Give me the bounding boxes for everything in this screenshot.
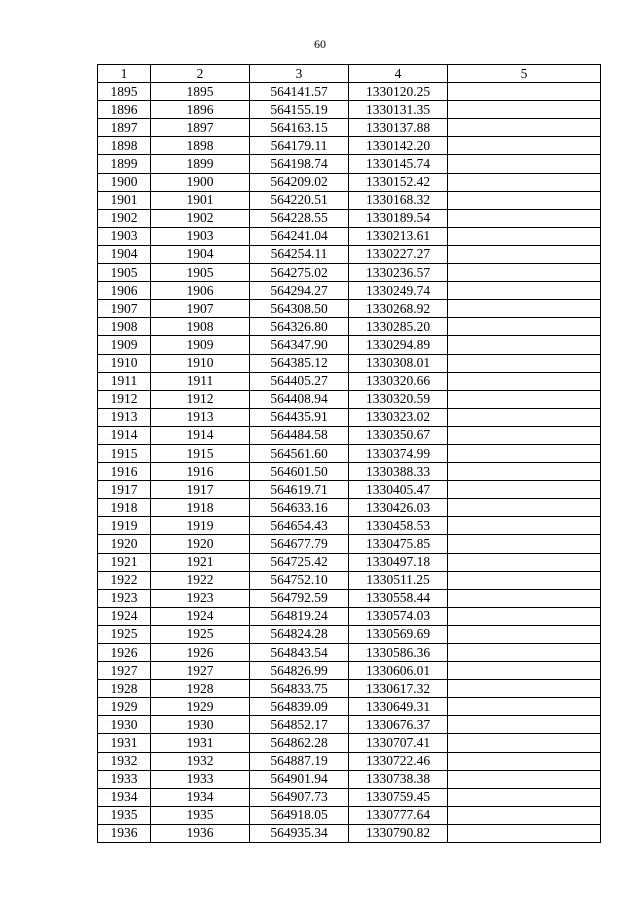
cell-point-number: 1898 xyxy=(98,137,151,155)
cell-point-number: 1915 xyxy=(98,444,151,462)
cell-point-number: 1928 xyxy=(98,680,151,698)
cell-point-label: 1912 xyxy=(151,390,250,408)
cell-coordinate-x: 564918.05 xyxy=(250,806,349,824)
cell-note xyxy=(448,517,601,535)
cell-coordinate-x: 564852.17 xyxy=(250,716,349,734)
cell-point-label: 1896 xyxy=(151,101,250,119)
cell-coordinate-y: 1330285.20 xyxy=(349,318,448,336)
cell-coordinate-x: 564725.42 xyxy=(250,553,349,571)
cell-coordinate-y: 1330574.03 xyxy=(349,607,448,625)
cell-coordinate-y: 1330168.32 xyxy=(349,191,448,209)
cell-note xyxy=(448,589,601,607)
cell-coordinate-y: 1330497.18 xyxy=(349,553,448,571)
cell-point-number: 1902 xyxy=(98,209,151,227)
cell-coordinate-x: 564824.28 xyxy=(250,625,349,643)
cell-point-label: 1920 xyxy=(151,535,250,553)
cell-note xyxy=(448,553,601,571)
table-row xyxy=(98,390,601,408)
cell-coordinate-y: 1330137.88 xyxy=(349,119,448,137)
cell-point-number: 1903 xyxy=(98,227,151,245)
cell-coordinate-y: 1330558.44 xyxy=(349,589,448,607)
table-row xyxy=(98,227,601,245)
table-row xyxy=(98,354,601,372)
cell-coordinate-y: 1330676.37 xyxy=(349,716,448,734)
cell-coordinate-x: 564385.12 xyxy=(250,354,349,372)
cell-point-number: 1929 xyxy=(98,698,151,716)
cell-coordinate-x: 564601.50 xyxy=(250,463,349,481)
cell-point-number: 1935 xyxy=(98,806,151,824)
cell-point-label: 1917 xyxy=(151,481,250,499)
table-row xyxy=(98,535,601,553)
cell-point-number: 1899 xyxy=(98,155,151,173)
table-row xyxy=(98,282,601,300)
cell-note xyxy=(448,499,601,517)
table-row xyxy=(98,607,601,625)
cell-point-number: 1934 xyxy=(98,788,151,806)
cell-note xyxy=(448,372,601,390)
cell-coordinate-y: 1330227.27 xyxy=(349,245,448,263)
cell-point-number: 1931 xyxy=(98,734,151,752)
table-row xyxy=(98,680,601,698)
cell-coordinate-x: 564484.58 xyxy=(250,426,349,444)
cell-note xyxy=(448,408,601,426)
cell-point-number: 1930 xyxy=(98,716,151,734)
cell-point-label: 1914 xyxy=(151,426,250,444)
cell-coordinate-y: 1330323.02 xyxy=(349,408,448,426)
cell-coordinate-y: 1330606.01 xyxy=(349,662,448,680)
cell-coordinate-y: 1330759.45 xyxy=(349,788,448,806)
cell-point-number: 1910 xyxy=(98,354,151,372)
table-row xyxy=(98,481,601,499)
cell-point-label: 1897 xyxy=(151,119,250,137)
cell-point-label: 1936 xyxy=(151,824,250,842)
table-row xyxy=(98,625,601,643)
table-row xyxy=(98,444,601,462)
cell-point-label: 1935 xyxy=(151,806,250,824)
cell-point-label: 1905 xyxy=(151,264,250,282)
cell-point-number: 1913 xyxy=(98,408,151,426)
cell-note xyxy=(448,806,601,824)
table-row xyxy=(98,716,601,734)
cell-note xyxy=(448,644,601,662)
cell-coordinate-y: 1330722.46 xyxy=(349,752,448,770)
cell-coordinate-x: 564308.50 xyxy=(250,300,349,318)
cell-point-number: 1908 xyxy=(98,318,151,336)
cell-coordinate-y: 1330152.42 xyxy=(349,173,448,191)
cell-note xyxy=(448,336,601,354)
table-row xyxy=(98,806,601,824)
cell-coordinate-x: 564561.60 xyxy=(250,444,349,462)
cell-coordinate-x: 564141.57 xyxy=(250,83,349,101)
table-row xyxy=(98,752,601,770)
cell-point-label: 1904 xyxy=(151,245,250,263)
cell-coordinate-x: 564752.10 xyxy=(250,571,349,589)
cell-note xyxy=(448,571,601,589)
cell-point-number: 1933 xyxy=(98,770,151,788)
cell-coordinate-y: 1330142.20 xyxy=(349,137,448,155)
table-header xyxy=(98,65,601,83)
cell-note xyxy=(448,173,601,191)
table-row xyxy=(98,209,601,227)
cell-point-label: 1919 xyxy=(151,517,250,535)
cell-point-number: 1897 xyxy=(98,119,151,137)
cell-point-label: 1921 xyxy=(151,553,250,571)
cell-coordinate-y: 1330707.41 xyxy=(349,734,448,752)
cell-point-label: 1927 xyxy=(151,662,250,680)
cell-coordinate-x: 564887.19 xyxy=(250,752,349,770)
cell-point-number: 1911 xyxy=(98,372,151,390)
cell-coordinate-y: 1330475.85 xyxy=(349,535,448,553)
cell-coordinate-y: 1330145.74 xyxy=(349,155,448,173)
cell-coordinate-x: 564833.75 xyxy=(250,680,349,698)
cell-point-label: 1928 xyxy=(151,680,250,698)
cell-note xyxy=(448,83,601,101)
cell-coordinate-y: 1330320.66 xyxy=(349,372,448,390)
cell-point-number: 1920 xyxy=(98,535,151,553)
column-header-2: 2 xyxy=(151,65,250,83)
cell-point-number: 1900 xyxy=(98,173,151,191)
cell-point-label: 1916 xyxy=(151,463,250,481)
cell-coordinate-y: 1330388.33 xyxy=(349,463,448,481)
table-row xyxy=(98,137,601,155)
cell-point-number: 1922 xyxy=(98,571,151,589)
cell-coordinate-y: 1330120.25 xyxy=(349,83,448,101)
cell-coordinate-y: 1330777.64 xyxy=(349,806,448,824)
cell-point-label: 1910 xyxy=(151,354,250,372)
cell-coordinate-y: 1330649.31 xyxy=(349,698,448,716)
cell-point-number: 1905 xyxy=(98,264,151,282)
cell-point-label: 1925 xyxy=(151,625,250,643)
cell-coordinate-x: 564633.16 xyxy=(250,499,349,517)
cell-point-number: 1921 xyxy=(98,553,151,571)
cell-point-number: 1925 xyxy=(98,625,151,643)
cell-coordinate-y: 1330738.38 xyxy=(349,770,448,788)
cell-coordinate-y: 1330249.74 xyxy=(349,282,448,300)
cell-coordinate-y: 1330617.32 xyxy=(349,680,448,698)
cell-coordinate-x: 564179.11 xyxy=(250,137,349,155)
cell-note xyxy=(448,426,601,444)
table-row xyxy=(98,770,601,788)
cell-coordinate-x: 564326.80 xyxy=(250,318,349,336)
table-body xyxy=(98,83,601,843)
cell-coordinate-x: 564907.73 xyxy=(250,788,349,806)
cell-point-label: 1898 xyxy=(151,137,250,155)
cell-note xyxy=(448,607,601,625)
cell-coordinate-x: 564935.34 xyxy=(250,824,349,842)
cell-coordinate-x: 564619.71 xyxy=(250,481,349,499)
cell-point-number: 1906 xyxy=(98,282,151,300)
cell-point-label: 1929 xyxy=(151,698,250,716)
cell-point-number: 1895 xyxy=(98,83,151,101)
table-row xyxy=(98,571,601,589)
cell-point-number: 1927 xyxy=(98,662,151,680)
cell-coordinate-x: 564408.94 xyxy=(250,390,349,408)
cell-point-label: 1934 xyxy=(151,788,250,806)
cell-coordinate-x: 564843.54 xyxy=(250,644,349,662)
cell-coordinate-y: 1330189.54 xyxy=(349,209,448,227)
cell-point-number: 1904 xyxy=(98,245,151,263)
cell-point-label: 1915 xyxy=(151,444,250,462)
cell-point-number: 1932 xyxy=(98,752,151,770)
table-row xyxy=(98,173,601,191)
cell-note xyxy=(448,535,601,553)
cell-note xyxy=(448,390,601,408)
cell-note xyxy=(448,824,601,842)
cell-note xyxy=(448,300,601,318)
cell-point-label: 1911 xyxy=(151,372,250,390)
cell-coordinate-y: 1330308.01 xyxy=(349,354,448,372)
cell-coordinate-x: 564228.55 xyxy=(250,209,349,227)
cell-coordinate-x: 564677.79 xyxy=(250,535,349,553)
table-row xyxy=(98,101,601,119)
table-row xyxy=(98,553,601,571)
cell-coordinate-y: 1330294.89 xyxy=(349,336,448,354)
cell-coordinate-x: 564792.59 xyxy=(250,589,349,607)
cell-point-number: 1907 xyxy=(98,300,151,318)
cell-point-label: 1922 xyxy=(151,571,250,589)
cell-point-label: 1906 xyxy=(151,282,250,300)
cell-coordinate-y: 1330236.57 xyxy=(349,264,448,282)
cell-point-label: 1924 xyxy=(151,607,250,625)
cell-point-label: 1913 xyxy=(151,408,250,426)
table-row xyxy=(98,83,601,101)
cell-coordinate-x: 564241.04 xyxy=(250,227,349,245)
cell-point-label: 1899 xyxy=(151,155,250,173)
cell-note xyxy=(448,788,601,806)
cell-point-number: 1923 xyxy=(98,589,151,607)
cell-coordinate-y: 1330426.03 xyxy=(349,499,448,517)
cell-coordinate-x: 564347.90 xyxy=(250,336,349,354)
cell-note xyxy=(448,354,601,372)
cell-point-label: 1918 xyxy=(151,499,250,517)
cell-coordinate-y: 1330458.53 xyxy=(349,517,448,535)
cell-note xyxy=(448,227,601,245)
cell-point-label: 1901 xyxy=(151,191,250,209)
cell-coordinate-x: 564254.11 xyxy=(250,245,349,263)
cell-coordinate-x: 564826.99 xyxy=(250,662,349,680)
cell-note xyxy=(448,662,601,680)
cell-coordinate-y: 1330374.99 xyxy=(349,444,448,462)
cell-coordinate-x: 564405.27 xyxy=(250,372,349,390)
cell-point-label: 1908 xyxy=(151,318,250,336)
cell-coordinate-x: 564901.94 xyxy=(250,770,349,788)
cell-note xyxy=(448,155,601,173)
cell-coordinate-y: 1330405.47 xyxy=(349,481,448,499)
cell-note xyxy=(448,770,601,788)
table-row xyxy=(98,408,601,426)
table-row xyxy=(98,426,601,444)
column-header-4: 4 xyxy=(349,65,448,83)
cell-point-label: 1895 xyxy=(151,83,250,101)
cell-coordinate-y: 1330213.61 xyxy=(349,227,448,245)
cell-point-number: 1924 xyxy=(98,607,151,625)
cell-coordinate-y: 1330268.92 xyxy=(349,300,448,318)
header-row xyxy=(98,65,601,83)
table-row xyxy=(98,191,601,209)
cell-point-label: 1931 xyxy=(151,734,250,752)
cell-point-label: 1926 xyxy=(151,644,250,662)
table-row xyxy=(98,119,601,137)
cell-point-label: 1900 xyxy=(151,173,250,191)
cell-point-number: 1912 xyxy=(98,390,151,408)
cell-point-label: 1902 xyxy=(151,209,250,227)
column-header-3: 3 xyxy=(250,65,349,83)
cell-coordinate-x: 564819.24 xyxy=(250,607,349,625)
cell-coordinate-y: 1330320.59 xyxy=(349,390,448,408)
table-row xyxy=(98,644,601,662)
column-header-5: 5 xyxy=(448,65,601,83)
table-row xyxy=(98,300,601,318)
cell-point-number: 1901 xyxy=(98,191,151,209)
cell-coordinate-x: 564209.02 xyxy=(250,173,349,191)
cell-coordinate-x: 564294.27 xyxy=(250,282,349,300)
cell-coordinate-x: 564220.51 xyxy=(250,191,349,209)
cell-coordinate-y: 1330131.35 xyxy=(349,101,448,119)
cell-note xyxy=(448,264,601,282)
cell-point-number: 1918 xyxy=(98,499,151,517)
cell-coordinate-x: 564163.15 xyxy=(250,119,349,137)
cell-note xyxy=(448,282,601,300)
cell-note xyxy=(448,119,601,137)
cell-point-number: 1936 xyxy=(98,824,151,842)
cell-coordinate-y: 1330350.67 xyxy=(349,426,448,444)
cell-coordinate-y: 1330790.82 xyxy=(349,824,448,842)
table-row xyxy=(98,698,601,716)
cell-point-label: 1932 xyxy=(151,752,250,770)
cell-point-number: 1896 xyxy=(98,101,151,119)
cell-coordinate-x: 564435.91 xyxy=(250,408,349,426)
cell-note xyxy=(448,444,601,462)
cell-note xyxy=(448,481,601,499)
cell-note xyxy=(448,245,601,263)
table-row xyxy=(98,245,601,263)
cell-coordinate-x: 564155.19 xyxy=(250,101,349,119)
page-number: 60 xyxy=(314,37,326,51)
cell-coordinate-x: 564198.74 xyxy=(250,155,349,173)
cell-note xyxy=(448,625,601,643)
cell-coordinate-x: 564839.09 xyxy=(250,698,349,716)
table-row xyxy=(98,824,601,842)
cell-note xyxy=(448,101,601,119)
cell-point-number: 1917 xyxy=(98,481,151,499)
cell-coordinate-y: 1330511.25 xyxy=(349,571,448,589)
cell-point-number: 1914 xyxy=(98,426,151,444)
table-row xyxy=(98,264,601,282)
cell-coordinate-y: 1330569.69 xyxy=(349,625,448,643)
cell-note xyxy=(448,463,601,481)
table-row xyxy=(98,589,601,607)
cell-point-label: 1923 xyxy=(151,589,250,607)
table-row xyxy=(98,336,601,354)
cell-point-number: 1909 xyxy=(98,336,151,354)
cell-point-number: 1916 xyxy=(98,463,151,481)
cell-note xyxy=(448,716,601,734)
cell-point-label: 1933 xyxy=(151,770,250,788)
table-row xyxy=(98,499,601,517)
cell-point-number: 1926 xyxy=(98,644,151,662)
cell-point-label: 1909 xyxy=(151,336,250,354)
table-row xyxy=(98,463,601,481)
cell-coordinate-y: 1330586.36 xyxy=(349,644,448,662)
cell-note xyxy=(448,209,601,227)
table-row xyxy=(98,372,601,390)
cell-note xyxy=(448,680,601,698)
table-row xyxy=(98,734,601,752)
cell-point-number: 1919 xyxy=(98,517,151,535)
column-header-1: 1 xyxy=(98,65,151,83)
table-row xyxy=(98,318,601,336)
table-row xyxy=(98,788,601,806)
cell-note xyxy=(448,137,601,155)
table-row xyxy=(98,517,601,535)
cell-note xyxy=(448,191,601,209)
cell-point-label: 1907 xyxy=(151,300,250,318)
cell-coordinate-x: 564654.43 xyxy=(250,517,349,535)
cell-note xyxy=(448,752,601,770)
table-row xyxy=(98,155,601,173)
cell-coordinate-x: 564275.02 xyxy=(250,264,349,282)
cell-note xyxy=(448,318,601,336)
cell-note xyxy=(448,734,601,752)
cell-coordinate-x: 564862.28 xyxy=(250,734,349,752)
coordinates-table xyxy=(97,64,601,843)
table-row xyxy=(98,662,601,680)
cell-note xyxy=(448,698,601,716)
cell-point-label: 1903 xyxy=(151,227,250,245)
cell-point-label: 1930 xyxy=(151,716,250,734)
